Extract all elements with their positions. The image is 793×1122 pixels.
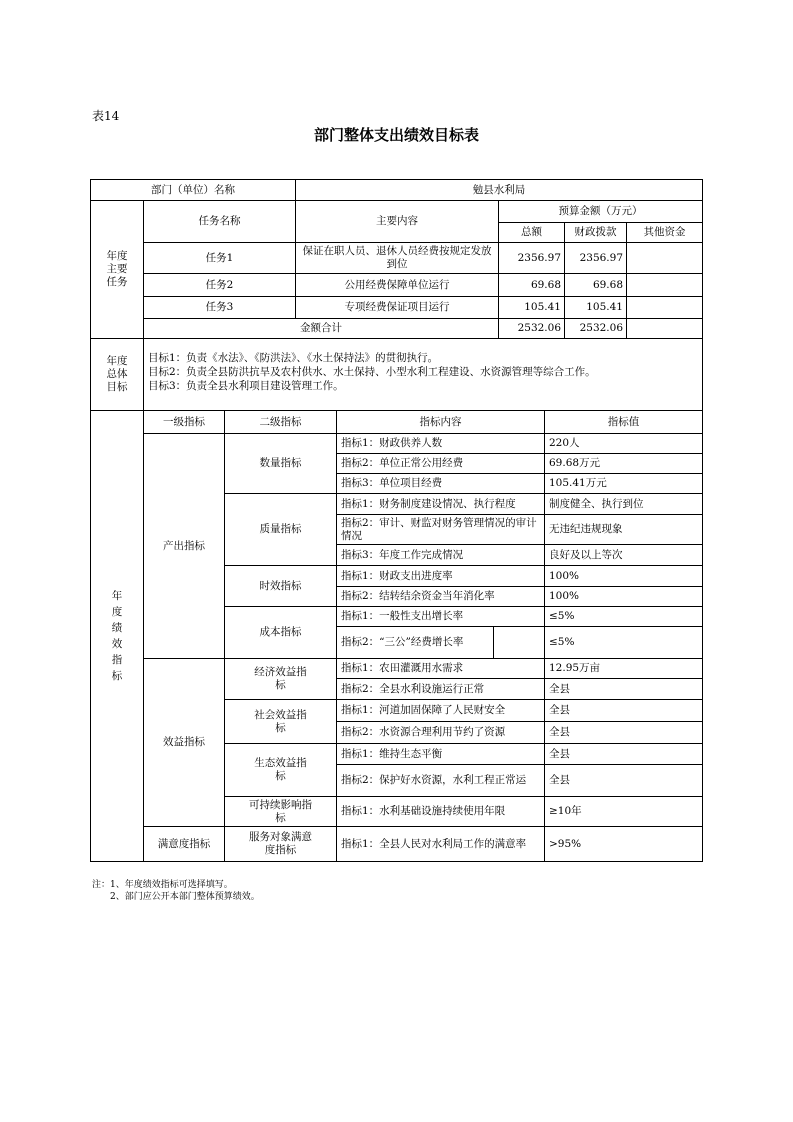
indicator-value: 无违纪违规现象 (549, 523, 623, 535)
indicator-value: 全县 (549, 774, 570, 786)
col-level2: 二级指标 (259, 415, 302, 428)
indicator-value: ≤5% (549, 636, 575, 648)
task-content: 专项经费保证项目运行 (344, 301, 450, 313)
task-fiscal: 2356.97 (579, 251, 623, 264)
indicator-value: 全县 (549, 726, 570, 738)
col-indicator-value: 指标值 (607, 415, 640, 428)
level2-social: 社会效益指标 (254, 708, 307, 734)
indicator-value: 100% (549, 590, 580, 602)
indicator-content: 指标3：年度工作完成情况 (341, 548, 464, 561)
task-other (627, 274, 702, 296)
indicator-content: 指标1：全县人民对水利局工作的满意率 (341, 837, 527, 850)
level2-quality: 质量指标 (259, 523, 302, 535)
indicator-content: 指标1：维持生态平衡 (341, 747, 443, 760)
sum-fiscal: 2532.06 (579, 322, 623, 334)
task-total: 69.68 (530, 278, 561, 291)
dept-name: 勉县水利局 (472, 183, 526, 196)
sum-total: 2532.06 (517, 322, 561, 334)
indicator-content: 指标2：全县水利设施运行正常 (341, 682, 485, 695)
level2-economic: 经济效益指标 (254, 666, 307, 691)
task-other (627, 297, 702, 318)
task-content: 保证在职人员、退休人员经费按规定发放到位 (302, 245, 492, 270)
goal-line: 目标1：负责《水法》、《防洪法》、《水土保持法》的贯彻执行。 (148, 352, 439, 364)
sum-other (627, 319, 702, 338)
footnote: 2、部门应公开本部门整体预算绩效。 (110, 892, 260, 902)
task-total: 2356.97 (517, 251, 561, 264)
indicator-value: 105.41万元 (549, 477, 607, 489)
level2-ecological: 生态效益指标 (254, 757, 307, 782)
indicator-content: 指标1：财务制度建设情况、执行程度 (341, 497, 516, 510)
task-name: 任务3 (205, 301, 234, 313)
page-title: 部门整体支出绩效目标表 (313, 126, 479, 144)
level2-cost: 成本指标 (259, 626, 302, 638)
col-fiscal: 财政拨款 (574, 226, 617, 238)
indicator-content: 指标1：水利基础设施持续使用年限 (341, 805, 506, 817)
indicator-content: 指标3：单位项目经费 (341, 477, 443, 489)
indicator-content: 指标1：农田灌溉用水需求 (341, 662, 464, 674)
task-fiscal: 69.68 (592, 278, 623, 291)
level2-quantity: 数量指标 (259, 457, 302, 469)
footnotes (92, 879, 260, 903)
goals-section-label: 年度总体目标 (106, 355, 128, 393)
indicator-value: 全县 (549, 747, 570, 760)
indicator-value: 100% (549, 569, 580, 582)
tasks-section-label: 年度主要任务 (106, 250, 128, 288)
level2-timeliness: 时效指标 (259, 579, 302, 592)
level1-benefit: 效益指标 (163, 736, 205, 748)
table-tag: 表14 (92, 109, 120, 123)
footnote: 注：1、年度绩效指标可选择填写。 (92, 880, 233, 890)
indicator-content: 指标2：单位正常公用经费 (341, 457, 464, 469)
indicator-content: 指标1：一般性支出增长率 (341, 610, 464, 622)
indicator-content: 指标2：保护好水资源，水利工程正常运 (341, 774, 527, 786)
indicator-value: 制度健全、执行到位 (549, 497, 644, 510)
indicator-value: 良好及以上等次 (549, 548, 623, 561)
indicator-content: 指标1：河道加固保障了人民财安全 (341, 704, 506, 716)
indicator-value: ≥10年 (549, 805, 582, 817)
col-indicator-content: 指标内容 (419, 415, 462, 428)
indicator-value: 220人 (549, 437, 580, 449)
dept-label: 部门（单位）名称 (151, 183, 235, 196)
indicator-value: 全县 (549, 682, 570, 695)
indicator-value: >95% (549, 837, 582, 850)
col-other: 其他资金 (643, 226, 686, 238)
indicator-value: 69.68万元 (549, 457, 601, 469)
goal-line: 目标2：负责全县防洪抗旱及农村供水、水土保持、小型水利工程建设、水资源管理等综合工作。 (148, 366, 596, 378)
indicator-content: 指标1：财政供养人数 (341, 437, 443, 449)
indicator-value: 全县 (549, 704, 570, 716)
col-task-name: 任务名称 (198, 215, 241, 227)
level2-service-satisfaction: 服务对象满意度指标 (249, 831, 312, 856)
task-fiscal: 105.41 (586, 301, 623, 313)
col-level1: 一级指标 (163, 415, 205, 428)
indicator-content: 指标2：“三公”经费增长率 (341, 636, 464, 648)
col-main-content: 主要内容 (376, 215, 418, 227)
task-content: 公用经费保障单位运行 (344, 278, 450, 291)
indicator-content: 指标2：水资源合理利用节约了资源 (341, 726, 506, 738)
task-other (627, 243, 702, 273)
task-total: 105.41 (524, 301, 561, 313)
task-name: 任务2 (205, 278, 234, 291)
indicator-content: 指标2：结转结余资金当年消化率 (341, 590, 495, 602)
col-total: 总额 (521, 226, 542, 238)
level1-output: 产出指标 (163, 539, 205, 552)
goal-line: 目标3：负责全县水利项目建设管理工作。 (148, 380, 344, 392)
indicator-content: 指标1：财政支出进度率 (341, 569, 453, 582)
level2-sustainability: 可持续影响指标 (249, 798, 312, 824)
indicators-section-label: 年度绩效指标 (111, 590, 123, 682)
indicator-value: 12.95万亩 (549, 662, 601, 674)
sum-label: 金额合计 (300, 322, 342, 334)
task-name: 任务1 (205, 251, 234, 264)
indicator-value: ≤5% (549, 610, 575, 622)
col-budget: 预算金额（万元） (558, 205, 643, 217)
level1-satisfaction: 满意度指标 (157, 837, 211, 850)
goals-text (148, 351, 698, 393)
indicator-content: 指标2：审计、财监对财务管理情况的审计情况 (341, 516, 537, 542)
